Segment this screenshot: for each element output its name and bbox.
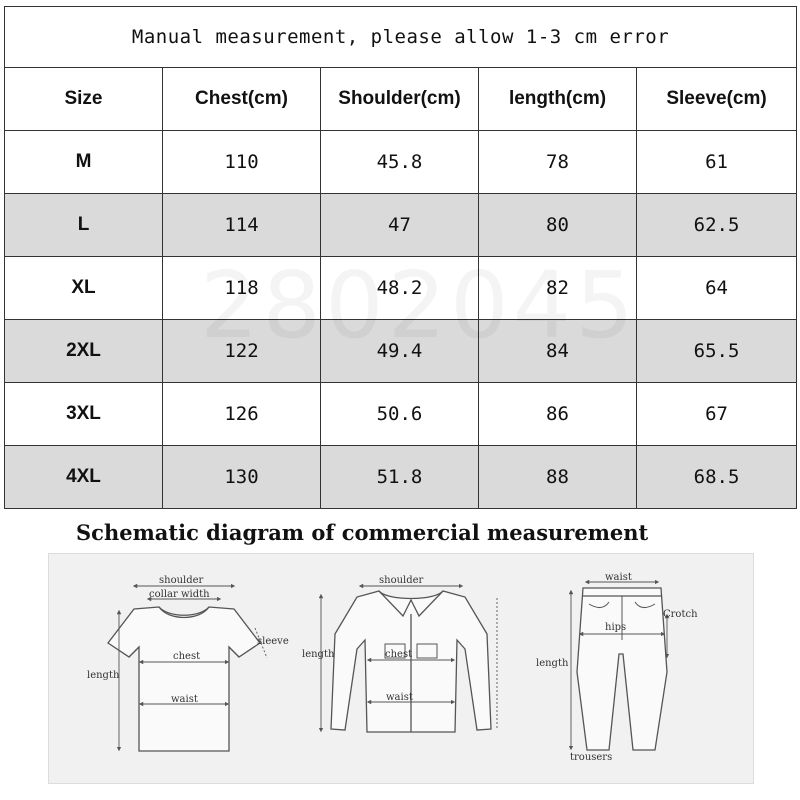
- table-row: [5, 194, 797, 257]
- size-cell: 2XL: [5, 320, 163, 383]
- chest-cell: 114: [163, 194, 321, 257]
- header-size: Size: [5, 68, 163, 131]
- sleeve-cell: 65.5: [637, 320, 797, 383]
- chest-cell: 130: [163, 446, 321, 509]
- table-row: [5, 131, 797, 194]
- tshirt-diagram: [108, 607, 260, 751]
- size-cell: L: [5, 194, 163, 257]
- table-header-row: [5, 68, 797, 131]
- header-length: length(cm): [479, 68, 637, 131]
- length-cell: 84: [479, 320, 637, 383]
- schematic-title: Schematic diagram of commercial measurement: [76, 520, 649, 545]
- size-chart-table: [4, 6, 797, 509]
- sleeve-cell: 67: [637, 383, 797, 446]
- tshirt-collar-width-label: collar width: [149, 589, 210, 600]
- tshirt-length-label: length: [87, 670, 120, 681]
- tshirt-sleeve-label: sleeve: [257, 636, 289, 647]
- sleeve-cell: 62.5: [637, 194, 797, 257]
- trousers-caption: trousers: [570, 752, 613, 763]
- shirt-length-label: length: [302, 649, 335, 660]
- chest-cell: 118: [163, 257, 321, 320]
- trousers-crotch-label: Crotch: [663, 609, 698, 620]
- sleeve-cell: 61: [637, 131, 797, 194]
- schematic-diagram: [49, 554, 753, 783]
- shoulder-cell: 50.6: [321, 383, 479, 446]
- shoulder-cell: 48.2: [321, 257, 479, 320]
- shirt-shoulder-label: shoulder: [379, 575, 424, 586]
- shoulder-cell: 47: [321, 194, 479, 257]
- trousers-diagram: [577, 588, 667, 750]
- chest-cell: 110: [163, 131, 321, 194]
- shoulder-cell: 51.8: [321, 446, 479, 509]
- length-cell: 88: [479, 446, 637, 509]
- size-cell: 4XL: [5, 446, 163, 509]
- shirt-waist-label: waist: [386, 692, 413, 703]
- chest-cell: 122: [163, 320, 321, 383]
- header-chest: Chest(cm): [163, 68, 321, 131]
- trousers-hips-label: hips: [605, 622, 627, 633]
- header-sleeve: Sleeve(cm): [637, 68, 797, 131]
- tshirt-shoulder-label: shoulder: [159, 575, 204, 586]
- shirt-diagram: [331, 591, 491, 732]
- size-cell: 3XL: [5, 383, 163, 446]
- header-shoulder: Shoulder(cm): [321, 68, 479, 131]
- trousers-length-label: length: [536, 658, 569, 669]
- table-row: [5, 446, 797, 509]
- measurement-note: Manual measurement, please allow 1-3 cm error: [5, 7, 797, 68]
- length-cell: 82: [479, 257, 637, 320]
- chest-cell: 126: [163, 383, 321, 446]
- table-row: [5, 383, 797, 446]
- trousers-waist-label: waist: [605, 572, 632, 583]
- length-cell: 86: [479, 383, 637, 446]
- tshirt-chest-label: chest: [173, 651, 201, 662]
- table-row: [5, 257, 797, 320]
- size-cell: XL: [5, 257, 163, 320]
- shoulder-cell: 45.8: [321, 131, 479, 194]
- length-cell: 80: [479, 194, 637, 257]
- sleeve-cell: 64: [637, 257, 797, 320]
- table-row: [5, 320, 797, 383]
- length-cell: 78: [479, 131, 637, 194]
- schematic-panel: [48, 553, 754, 784]
- shirt-chest-label: chest: [385, 649, 413, 660]
- size-cell: M: [5, 131, 163, 194]
- tshirt-waist-label: waist: [171, 694, 198, 705]
- shoulder-cell: 49.4: [321, 320, 479, 383]
- sleeve-cell: 68.5: [637, 446, 797, 509]
